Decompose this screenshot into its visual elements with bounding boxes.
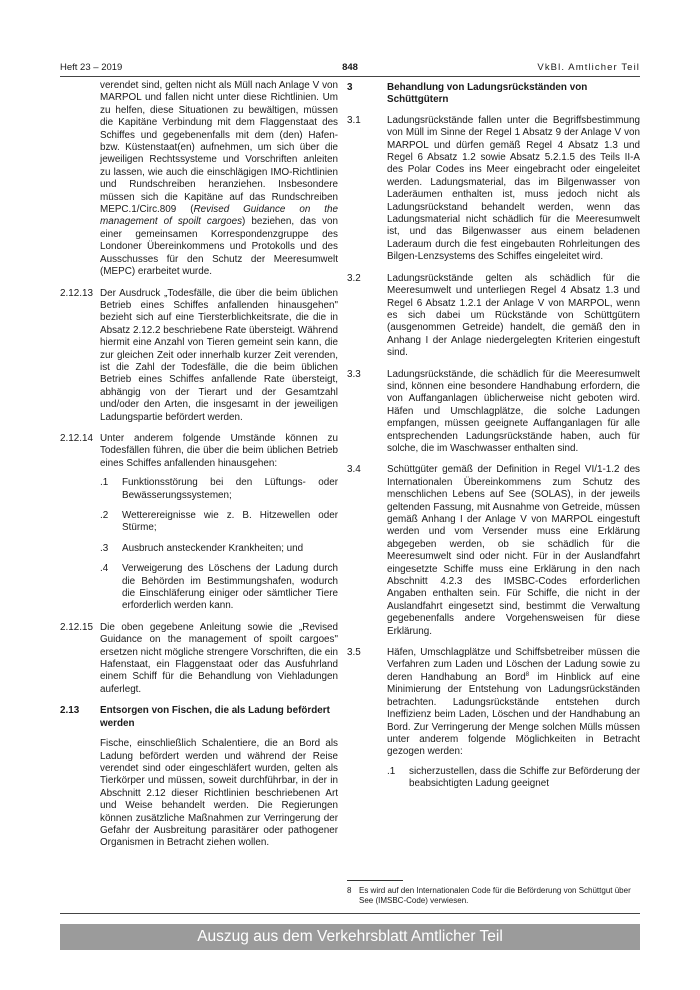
paragraph-number: 3.5	[347, 647, 361, 659]
list-item: .3 Ausbruch ansteckender Krankheiten; und	[100, 542, 304, 554]
section-heading-2-13	[60, 705, 338, 730]
paragraph-text: Der Ausdruck „Todesfälle, die über die beim üblichen Betrieb eines Schiffes anfallenden hinausgehen" bezieht sich auf eine Tiersterblichkeitsrate, die die in Absatz 2.12.2 beschriebene Rate übersteigt. Während hiermit eine Anzahl von Tieren gemeint sein kann, die zur gleichen Zeit oder innerhalb kurzer Zeit verenden, ist die Zahl der Todesfälle, die die beim üblichen Betrieb eines Schiffes anfallende Rate übersteigt, abhängig von der Tierart und der Gesamtzahl und/oder den Arten, die insgesamt in der jeweiligen Ladungspartie befördert werden.	[100, 287, 338, 423]
paragraph-number: 3.1	[347, 114, 361, 126]
paragraph-2-12-14	[60, 433, 338, 470]
paragraph-number: 2.12.14	[60, 432, 93, 444]
paragraph-number: 2.12.13	[60, 287, 93, 299]
paragraph-number: 3.3	[347, 368, 361, 380]
heading-text: Entsorgen von Fischen, die als Ladung befördert werden	[100, 705, 330, 729]
page-header	[60, 62, 640, 76]
paragraph-text: Ladungsrückstände fallen unter die Begriffsbestimmung von Müll im Sinne der Regel 1 Absatz 9 der Anlage V von MARPOL und dürfen gemäß Regel 4 Absatz 1.3 und Regel 6 Absatz 1.2 sowie Absatz 5.2.1.5 des Teils II-A des Polar Codes ins Meer eingebracht oder eingeleitet werden. Ladungsmaterial, das im Bilgenwasser von Laderäumen enthalten ist, muss jedoch nicht als Ladungsrückstand behandelt werden, wenn das Ladungsmaterial nicht schädlich für die Meeresumwelt ist, und das Bilgenwasser aus einem beladenen Laderaum durch die fest eingebauten Rohrleitungen des Bilgen-Lenzsystems des Schiffes eingeleitet wird.	[387, 114, 640, 263]
footnote-text: Es wird auf den Internationalen Code für die Beförderung von Schüttgut über See (IMSBC-Code) verwiesen.	[359, 886, 631, 905]
paragraph-3-3	[347, 369, 640, 456]
section-heading-3	[347, 82, 640, 107]
issue-label: Heft 23 – 2019	[60, 62, 123, 73]
paragraph-text: Schüttgüter gemäß der Definition in Regel VI/1-1.2 des Internationalen Übereinkommens zum Schutz des menschlichen Lebens auf See (SOLAS), in der jeweils geltenden Fassung, mit Ausnahme von Getreide, müssen gemäß Anhang I der Anlage V von MARPOL eingestuft werden und vom Versender muss eine Erklärung abgegeben werden, ob sie schädlich für die Meeresumwelt sind oder nicht. Für in der Auslandfahrt eingesetzte Schiffe muss eine Erklärung in den nach Abschnitt 4.2.3 des IMSBC-Codes erforderlichen Angaben enthalten sein. Für Schiffe, die nicht in der Auslandfahrt eingesetzt sind, bestimmt die Verwaltung gegebenenfalls andere Vorgehensweisen für diese Erklärung.	[387, 464, 640, 637]
paragraph-3-4	[347, 464, 640, 638]
footnote-rule	[347, 880, 403, 881]
list-item: .1 sicherzustellen, dass die Schiffe zur Beförderung der beabsichtigten Ladung geeignet	[387, 765, 640, 790]
page-number: 848	[342, 62, 358, 73]
paragraph-text: Ladungsrückstände, die schädlich für die Meeresumwelt sind, können eine besondere Handhabung erfordern, die von Auffanganlagen üblicherweise nicht geboten wird. Häfen und Umschlagplätze, die solche Ladungen empfangen, müssen geeignete Auffanganlagen für alle entsprechenden Ladungsrückstände haben, auch für solche, die im Waschwasser enthalten sind.	[387, 368, 640, 454]
circumstance-list	[100, 477, 338, 613]
paragraph-number: 3.4	[347, 464, 361, 476]
paragraph-3-2	[347, 273, 640, 360]
footer-banner: Auszug aus dem Verkehrsblatt Amtlicher Teil	[60, 924, 640, 950]
paragraph-text: Die oben gegebene Anleitung sowie die „Revised Guidance on the management of spoilt cargoes" ersetzen nicht mögliche strengere Vorschriften, die ein Hafenstaat, ein Flaggenstaat oder das Ausfuhrland einem Schiff für die Behandlung von Viehladungen auferlegt.	[100, 621, 338, 695]
footnote-number: 8	[347, 886, 352, 895]
list-item: .1 Funktionsstörung bei den Lüftungs- oder Bewässerungssystemen;	[100, 477, 338, 501]
list-item: .4 Verweigerung des Löschens der Ladung durch die Behörden im Bestimmungshafen, wodurch die Einschläferung einiger oder sämtlicher Tiere erforderlich werden kann.	[100, 563, 338, 612]
header-rule	[60, 76, 640, 77]
right-column	[347, 80, 640, 799]
heading-text: Behandlung von Ladungsrückständen von Schüttgütern	[387, 82, 588, 106]
list-item: .2 Wetterereignisse wie z. B. Hitzewellen oder Stürme;	[100, 510, 338, 534]
possibility-list	[387, 766, 640, 791]
footnote-reference: 8	[525, 671, 530, 678]
paragraph-2-12-13	[60, 288, 338, 424]
paragraph-number: 3.2	[347, 272, 361, 284]
paragraph-2-12-15	[60, 622, 338, 696]
paragraph-continuation: verendet sind, gelten nicht als Müll nach Anlage V von MARPOL und fallen nicht unter diese Richtlinien. Um zu helfen, diese Situationen zu bewältigen, müssen die Kapitäne Verbindung mit dem Flaggenstaat des Schiffes und gegebenenfalls mit dem (den) Hafen- bzw. Küstenstaat(en) aufnehmen, um sich über die jeweiligen Rechtssysteme und Vorschriften anleiten zu lassen, wie auch die einschlägigen IMO-Richtlinien und Rundschreiben heranziehen. Insbesondere müssen sich die Kapitäne auf das Rundschreiben MEPC.1/Circ.809 (Revised Guidance on the management of spoilt cargoes) beziehen, das von einer gemeinsamen Korrespondenzgruppe des Londoner Übereinkommens und Protokolls und des Ausschusses für den Schutz der Meeresumwelt (MEPC) erarbeitet wurde.	[100, 80, 338, 278]
heading-number: 3	[347, 82, 353, 93]
left-column	[60, 80, 338, 859]
paragraph-3-5	[347, 647, 640, 759]
heading-number: 2.13	[60, 705, 80, 717]
paragraph-text: Ladungsrückstände gelten als schädlich für die Meeresumwelt und unterliegen Regel 4 Absatz 1.3 und Regel 6 Absatz 1.2.1 der Anlage V von MARPOL, wenn es sich dabei um Rückstände von Schüttgütern (ausgenommen Getreide) handelt, die gemäß den in Anhang I der Anlage niedergelegten Kriterien eingestuft sind.	[387, 272, 640, 359]
paragraph-3-1	[347, 115, 640, 264]
paragraph-number: 2.12.15	[60, 621, 93, 633]
footnote	[347, 886, 640, 906]
paragraph-text: Häfen, Umschlagplätze und Schiffsbetreiber müssen die Verfahren zum Laden und Löschen der Ladung sowie zu deren Handhabung an Bord$^8$ im Hinblick auf eine Minimierung der Entstehung von Ladungsrückständen betrachten. Ladungsrückstände entstehen durch Ineffizienz beim Laden, Löschen und der Handhabung an Bord. Zur Verringerung der Menge solchen Mülls müssen unter anderem folgende Möglichkeiten in Betracht gezogen werden:	[387, 647, 640, 758]
footer-rule	[60, 913, 640, 914]
paragraph-text: Unter anderem folgende Umstände können zu Todesfällen führen, die über die beim üblichen Betrieb eines Schiffes anfallenden hinausgehen:	[100, 432, 338, 469]
paragraph-2-13: Fische, einschließlich Schalentiere, die an Bord als Ladung befördert werden und während der Reise verendet sind oder eingeschläfert wurden, gelten als Tierkörper und müssen, soweit durchführbar, in der in Abschnitt 2.12 dieser Richtlinien beschriebenen Art und Weise behandelt werden. Die Regierungen können zusätzliche Maßnahmen zur Verringerung der Gefahr der Ausbreitung parasitärer oder pathogener Organismen in Betracht ziehen wollen.	[100, 738, 338, 849]
publication-title: VkBl. Amtlicher Teil	[537, 62, 640, 73]
